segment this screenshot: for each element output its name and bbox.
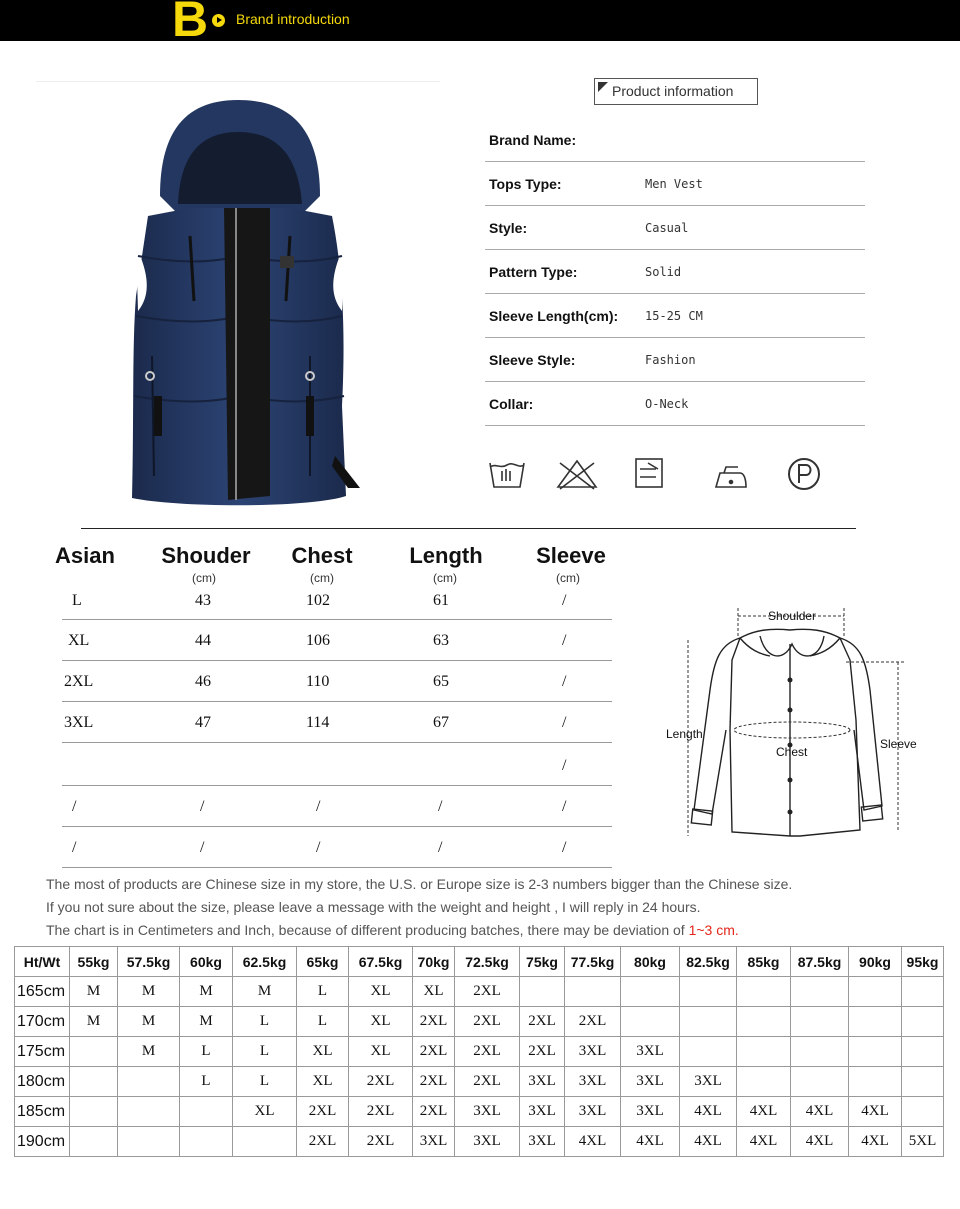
hw-size-cell xyxy=(791,977,849,1007)
size-unit: (cm) xyxy=(556,571,580,585)
hw-size-cell: 4XL xyxy=(737,1127,791,1157)
hw-size-cell xyxy=(565,977,621,1007)
size-header-length: Length xyxy=(409,543,483,568)
size-cell: 65 xyxy=(433,673,449,690)
info-row-sleeve-style xyxy=(485,338,865,382)
hw-header-row xyxy=(15,947,944,977)
size-cell: 102 xyxy=(306,592,330,609)
size-cell: 46 xyxy=(195,673,211,690)
size-row xyxy=(62,743,612,786)
size-cell: XL xyxy=(68,632,90,649)
hw-size-cell xyxy=(849,977,902,1007)
hw-weight: 95kg xyxy=(902,947,944,977)
hw-size-cell: 2XL xyxy=(520,1007,565,1037)
size-cell: 44 xyxy=(195,632,211,649)
hw-size-cell: M xyxy=(180,1007,233,1037)
hw-size-cell xyxy=(680,977,737,1007)
hw-size-cell xyxy=(737,1037,791,1067)
hw-size-cell xyxy=(118,1067,180,1097)
no-bleach-icon xyxy=(558,461,596,489)
dry-clean-p-icon xyxy=(789,459,819,489)
info-key: Tops Type: xyxy=(489,176,562,192)
hw-size-cell xyxy=(520,977,565,1007)
header-letter: B xyxy=(172,0,209,47)
hw-size-cell xyxy=(849,1037,902,1067)
size-cell: / xyxy=(562,592,567,609)
hw-weight: 62.5kg xyxy=(233,947,297,977)
hw-size-cell: L xyxy=(180,1067,233,1097)
size-cell: / xyxy=(72,839,77,856)
hw-size-cell: 3XL xyxy=(621,1037,680,1067)
hw-size-cell xyxy=(118,1097,180,1127)
hw-size-cell xyxy=(902,1067,944,1097)
hw-weight: 80kg xyxy=(621,947,680,977)
size-note-1: The most of products are Chinese size in my store, the U.S. or Europe size is 2-3 numbers bigger than the Chinese size. xyxy=(46,876,793,892)
hw-size-cell: XL xyxy=(349,1007,413,1037)
iron-icon xyxy=(716,467,746,487)
hw-weight: 75kg xyxy=(520,947,565,977)
info-row-pattern-type xyxy=(485,250,865,294)
hw-size-cell: XL xyxy=(233,1097,297,1127)
info-value: Solid xyxy=(645,265,682,279)
size-cell: / xyxy=(316,798,321,815)
hw-size-cell: M xyxy=(118,1007,180,1037)
size-unit: (cm) xyxy=(310,571,334,585)
hw-size-cell xyxy=(70,1127,118,1157)
info-key: Style: xyxy=(489,220,528,236)
info-key: Sleeve Style: xyxy=(489,352,576,368)
size-row xyxy=(62,661,612,702)
info-row-tops-type xyxy=(485,162,865,206)
hw-size-cell: 4XL xyxy=(791,1127,849,1157)
hw-size-cell: XL xyxy=(349,1037,413,1067)
hw-size-cell: 2XL xyxy=(520,1037,565,1067)
hw-size-cell: L xyxy=(180,1037,233,1067)
hw-size-cell: 2XL xyxy=(349,1127,413,1157)
hw-size-cell: L xyxy=(297,977,349,1007)
hw-size-cell: XL xyxy=(349,977,413,1007)
size-cell: 2XL xyxy=(64,673,94,690)
hw-weight: 82.5kg xyxy=(680,947,737,977)
hw-weight: 72.5kg xyxy=(455,947,520,977)
size-cell: 106 xyxy=(306,632,330,649)
hw-weight: 67.5kg xyxy=(349,947,413,977)
hw-size-cell xyxy=(737,1007,791,1037)
hw-size-cell xyxy=(680,1037,737,1067)
hw-size-cell xyxy=(902,1037,944,1067)
hw-row xyxy=(15,1127,944,1157)
hw-size-cell: 4XL xyxy=(680,1097,737,1127)
hw-size-cell xyxy=(791,1007,849,1037)
hw-size-cell: L xyxy=(233,1067,297,1097)
diagram-sleeve-label: Sleeve xyxy=(880,737,917,751)
size-cell: / xyxy=(438,839,443,856)
hw-size-cell: 2XL xyxy=(349,1097,413,1127)
hw-size-cell: 4XL xyxy=(737,1097,791,1127)
size-cell: / xyxy=(316,839,321,856)
hw-size-cell xyxy=(737,1067,791,1097)
info-value: Men Vest xyxy=(645,177,703,191)
hw-size-cell: 4XL xyxy=(680,1127,737,1157)
size-header-chest: Chest xyxy=(291,543,353,568)
hw-size-cell: 3XL xyxy=(621,1067,680,1097)
hw-weight: 70kg xyxy=(413,947,455,977)
hw-size-cell: M xyxy=(70,977,118,1007)
hw-corner: Ht/Wt xyxy=(15,947,70,977)
size-note-3 xyxy=(46,922,739,938)
diagram-chest-label: Chest xyxy=(776,745,808,759)
hw-size-cell: 2XL xyxy=(455,1067,520,1097)
hw-size-cell: 2XL xyxy=(455,1007,520,1037)
hw-size-cell: L xyxy=(233,1037,297,1067)
product-photo xyxy=(120,96,370,510)
hw-size-cell xyxy=(70,1037,118,1067)
hw-size-cell: 4XL xyxy=(849,1097,902,1127)
product-info-title-text: Product information xyxy=(612,83,734,99)
info-value: Casual xyxy=(645,221,689,235)
size-row xyxy=(62,786,612,827)
product-info-title xyxy=(594,78,758,105)
size-cell: 67 xyxy=(433,714,449,731)
hw-height: 170cm xyxy=(15,1007,70,1037)
info-key: Brand Name: xyxy=(489,132,577,148)
hw-size-cell xyxy=(902,1097,944,1127)
hw-row xyxy=(15,977,944,1007)
size-header-shoulder: Shouder xyxy=(161,543,251,568)
hw-size-cell: 2XL xyxy=(413,1007,455,1037)
size-cell: 61 xyxy=(433,592,449,609)
hw-size-cell xyxy=(621,977,680,1007)
hw-size-cell: 3XL xyxy=(565,1067,621,1097)
hw-size-cell: 3XL xyxy=(621,1097,680,1127)
height-weight-table xyxy=(14,946,944,1157)
hw-size-cell: M xyxy=(180,977,233,1007)
size-cell: 47 xyxy=(195,714,211,731)
size-header-asian: Asian xyxy=(55,543,115,568)
hw-weight: 90kg xyxy=(849,947,902,977)
size-row xyxy=(62,620,612,661)
hw-size-cell: M xyxy=(70,1007,118,1037)
hw-size-cell xyxy=(737,977,791,1007)
hw-size-cell: 3XL xyxy=(413,1127,455,1157)
hw-size-cell: 3XL xyxy=(520,1067,565,1097)
hw-size-cell xyxy=(233,1127,297,1157)
size-note-2: If you not sure about the size, please leave a message with the weight and height , I will reply in 24 hours. xyxy=(46,899,701,915)
hw-size-cell: 3XL xyxy=(520,1127,565,1157)
info-row-collar xyxy=(485,382,865,426)
hw-size-cell: 3XL xyxy=(520,1097,565,1127)
hw-size-cell: M xyxy=(118,1037,180,1067)
hw-size-cell: 2XL xyxy=(349,1067,413,1097)
corner-triangle-icon xyxy=(598,82,608,92)
hw-row xyxy=(15,1037,944,1067)
tumble-dry-icon xyxy=(636,459,662,487)
size-cell: 3XL xyxy=(64,714,94,731)
hw-size-cell xyxy=(180,1127,233,1157)
hw-size-cell: 3XL xyxy=(565,1037,621,1067)
size-row xyxy=(62,580,612,620)
hw-size-cell: 4XL xyxy=(621,1127,680,1157)
size-cell: / xyxy=(72,798,77,815)
size-cell: / xyxy=(562,673,567,690)
size-cell: / xyxy=(562,714,567,731)
play-icon xyxy=(212,14,225,27)
info-key: Pattern Type: xyxy=(489,264,578,280)
hw-weight: 60kg xyxy=(180,947,233,977)
hw-size-cell xyxy=(902,977,944,1007)
hw-size-cell: 5XL xyxy=(902,1127,944,1157)
hw-size-cell: 2XL xyxy=(413,1067,455,1097)
hw-size-cell xyxy=(791,1067,849,1097)
size-cell: 63 xyxy=(433,632,449,649)
hw-weight: 57.5kg xyxy=(118,947,180,977)
hw-weight: 87.5kg xyxy=(791,947,849,977)
size-cell: 114 xyxy=(306,714,330,731)
info-row-style xyxy=(485,206,865,250)
diagram-length-label: Length xyxy=(666,727,703,741)
size-cell: / xyxy=(438,798,443,815)
size-cell: / xyxy=(562,757,567,774)
hw-size-cell: 2XL xyxy=(455,1037,520,1067)
size-cell: L xyxy=(72,592,82,609)
size-cell: / xyxy=(562,798,567,815)
care-icons xyxy=(488,455,828,495)
hw-size-cell: 2XL xyxy=(455,977,520,1007)
hw-size-cell xyxy=(791,1037,849,1067)
hw-size-cell: 3XL xyxy=(565,1097,621,1127)
hw-size-cell: 2XL xyxy=(297,1127,349,1157)
hw-size-cell xyxy=(70,1067,118,1097)
header-bar xyxy=(0,0,960,47)
info-key: Sleeve Length(cm): xyxy=(489,308,619,324)
measurement-diagram xyxy=(660,600,930,850)
info-row-sleeve-length xyxy=(485,294,865,338)
size-note-3-text: The chart is in Centimeters and Inch, because of different producing batches, there may be deviation of xyxy=(46,922,689,938)
hw-weight: 85kg xyxy=(737,947,791,977)
hw-size-cell: 2XL xyxy=(297,1097,349,1127)
hw-size-cell: 2XL xyxy=(413,1097,455,1127)
info-value: Fashion xyxy=(645,353,696,367)
hw-size-cell: M xyxy=(233,977,297,1007)
hw-size-cell: 2XL xyxy=(413,1037,455,1067)
size-cell: / xyxy=(200,839,205,856)
hw-height: 180cm xyxy=(15,1067,70,1097)
hw-height: 165cm xyxy=(15,977,70,1007)
hw-size-cell xyxy=(621,1007,680,1037)
hw-weight: 55kg xyxy=(70,947,118,977)
size-unit: (cm) xyxy=(433,571,457,585)
size-cell: 43 xyxy=(195,592,211,609)
hw-size-cell: 3XL xyxy=(680,1067,737,1097)
hw-height: 175cm xyxy=(15,1037,70,1067)
hw-size-cell: M xyxy=(118,977,180,1007)
hand-wash-icon xyxy=(490,463,524,487)
hw-size-cell: XL xyxy=(297,1067,349,1097)
size-cell: / xyxy=(562,632,567,649)
size-row xyxy=(62,702,612,743)
hw-size-cell xyxy=(849,1067,902,1097)
size-note-3-deviation: 1~3 cm. xyxy=(688,922,739,938)
hw-weight: 77.5kg xyxy=(565,947,621,977)
hw-weight: 65kg xyxy=(297,947,349,977)
hw-size-cell xyxy=(680,1007,737,1037)
section-divider xyxy=(81,528,856,529)
photo-top-line xyxy=(36,81,440,82)
size-unit: (cm) xyxy=(192,571,216,585)
header-title: Brand introduction xyxy=(236,11,350,27)
hw-size-cell: 2XL xyxy=(565,1007,621,1037)
info-key: Collar: xyxy=(489,396,534,412)
info-value: O-Neck xyxy=(645,397,689,411)
hw-height: 185cm xyxy=(15,1097,70,1127)
diagram-shoulder-label: Shoulder xyxy=(768,609,817,623)
hw-size-cell: 4XL xyxy=(791,1097,849,1127)
size-cell: / xyxy=(200,798,205,815)
hw-row xyxy=(15,1067,944,1097)
hw-size-cell: 3XL xyxy=(455,1097,520,1127)
hw-size-cell: XL xyxy=(297,1037,349,1067)
hw-row xyxy=(15,1007,944,1037)
hw-size-cell: 3XL xyxy=(455,1127,520,1157)
hw-size-cell xyxy=(849,1007,902,1037)
size-cell: / xyxy=(562,839,567,856)
hw-size-cell: 4XL xyxy=(849,1127,902,1157)
hw-row xyxy=(15,1097,944,1127)
hw-size-cell: L xyxy=(233,1007,297,1037)
hw-size-cell xyxy=(180,1097,233,1127)
hw-size-cell xyxy=(902,1007,944,1037)
size-header-sleeve: Sleeve xyxy=(536,543,606,568)
info-value: 15-25 CM xyxy=(645,309,703,323)
hw-size-cell xyxy=(118,1127,180,1157)
hw-height: 190cm xyxy=(15,1127,70,1157)
size-row xyxy=(62,827,612,868)
hw-size-cell: XL xyxy=(413,977,455,1007)
hw-size-cell: L xyxy=(297,1007,349,1037)
hw-size-cell xyxy=(70,1097,118,1127)
size-cell: 110 xyxy=(306,673,330,690)
hw-size-cell: 4XL xyxy=(565,1127,621,1157)
info-row-brand-name xyxy=(485,118,865,162)
